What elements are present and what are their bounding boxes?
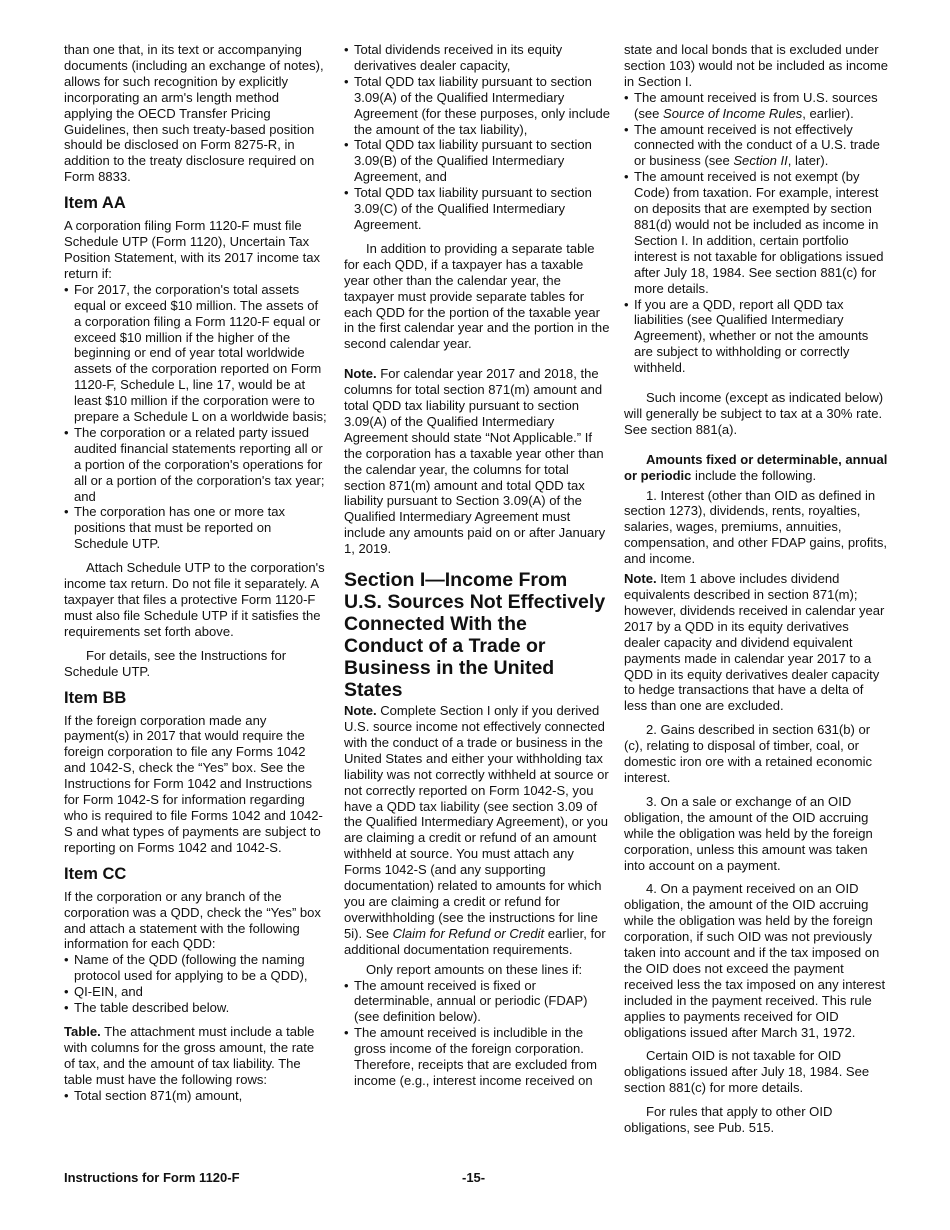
table-bullet-1: • Total section 871(m) amount, (64, 1088, 328, 1104)
item-2: 2. Gains described in section 631(b) or (c), relating to disposal of timber, coal, or domestic iron ore with a retained economic interest. (624, 722, 873, 785)
column-left (64, 42, 328, 1103)
item-aa-paragraph-3: For details, see the Instructions for Schedule UTP. (64, 647, 287, 679)
item-aa-intro: A corporation filing Form 1120-F must file Schedule UTP (Form 1120), Uncertain Tax Position Statement, with its 2017 income tax return if: (64, 218, 320, 281)
item-1-note (624, 571, 888, 714)
section-i-heading: Section I—Income From U.S. Sources Not Effectively Connected With the Conduct of a Trade or Business in the United States (344, 569, 606, 702)
continued-paragraph: than one that, in its text or accompanying documents (including an exchange of notes), allows for such recognition by explicitly incorporating an arm's length method applying the OECD Transfer Pricing Guidelines, then such treaty-based position should be disclosed on Form 8275-R, in addition to the treaty disclosure required on Form 8833. (64, 42, 324, 185)
condition-bullet-1: • The amount received is fixed or determinable, annual or periodic (FDAP) (see definition below). (344, 978, 610, 1026)
note3-label: Note. (624, 571, 657, 587)
table-bullet-4: • Total QDD tax liability pursuant to section 3.09(B) of the Qualified Intermediary Agreement, and (344, 137, 610, 185)
cb3-italic: Source of Income Rules (663, 105, 803, 121)
item-cc-heading: Item CC (64, 864, 127, 883)
item-bb-paragraph: If the foreign corporation made any payment(s) in 2017 that would require the foreign corporation to file any Forms 1042 and 1042-S, check the “Yes” box. See the Instructions for Form 1042 and Instructions for Form 1042-S for information regarding who is required to file Forms 1042 and 1042-S and what types of payments are subject to reporting on Forms 1042 and 1042-S. (64, 712, 323, 855)
condition-bullet-2: • The amount received is includible in the gross income of the foreign corporation. Therefore, receipts that are excluded from income (e.g., interest income received on (344, 1025, 610, 1089)
note-text: For calendar year 2017 and 2018, the columns for total section 871(m) amount and total QDD tax liability pursuant to section 3.09(A) of the Qualified Intermediary Agreement should state “Not Applicable.” If the corporation has a taxable year other than the calendar year, the columns for total section 871(m) amount and total QDD tax liability pursuant to Section 3.09(A) of the Qualified Intermediary Agreement must include any amounts paid on or after January 1, 2019. (344, 366, 606, 557)
item-cc-intro: If the corporation or any branch of the corporation was a QDD, check the “Yes” box and attach a statement with the following information for each QDD: (64, 888, 321, 952)
table-bullet-5: • Total QDD tax liability pursuant to section 3.09(C) of the Qualified Intermediary Agreement. (344, 185, 610, 233)
other-oid-paragraph: For rules that apply to other OID obligations, see Pub. 515. (624, 1104, 833, 1136)
note2-label: Note. (344, 703, 377, 719)
note2-text-a: Complete Section I only if you derived U.S. source income not effectively connected with the conduct of a trade or business in the United States and either your withholding tax liability was not correctly withheld at source or not correctly reported on Form 1042-S, you have a QDD tax liability (see section 3.09 of the Qualified Intermediary Agreement), or you are claiming a credit or refund of an amount withheld at source. You must attach any Forms 1042-S (and any supporting documentation) related to amounts for which you are claiming a credit or refund for overwithholding (see the instructions for line 5i). See (344, 703, 609, 941)
item-aa-bullet-1: • For 2017, the corporation's total assets equal or exceed $10 million. The assets of a corporation filing a Form 1120-F equal or exceed $10 million if the higher of the beginning or end of year total worldwide assets of the corporation reported on Form 1120-F, Schedule L, line 17, would be at least $10 million if the corporation were to prepare a Schedule L on a worldwide basis; (64, 282, 328, 425)
report-amounts-paragraph: Only report amounts on these lines if: (366, 961, 583, 977)
item-aa-paragraph-2: Attach Schedule UTP to the corporation's income tax return. Do not file it separately. A taxpayer that files a protective Form 1120-F must also file Schedule UTP if it satisfies the requirements set forth above. (64, 560, 325, 639)
cb3-a: The amount received is from U.S. sources (see (634, 89, 878, 121)
table-label: Table. (64, 1023, 101, 1039)
separate-table-paragraph: In addition to providing a separate table for each QDD, if a taxpayer has a taxable year other than the calendar year, the taxpayer must provide separate tables for each QDD for the portion of the taxable year in the first calendar year and the portion in the second calendar year. (344, 240, 610, 352)
item-3: 3. On a sale or exchange of an OID obligation, the amount of the OID accruing while the obligation was held by the foreign corporation, unless this amount was taken into account on a payment. (624, 793, 873, 873)
amounts-fixed-paragraph (624, 452, 888, 484)
continued-paragraph-right: state and local bonds that is excluded under section 103) would not be included as income in Section I. (624, 42, 889, 89)
amounts-label: Amounts fixed or determinable, annual or periodic (624, 451, 888, 483)
cb4-italic: Section II (733, 153, 788, 169)
item-aa-heading: Item AA (64, 194, 126, 213)
cb4-b: , later). (787, 153, 829, 169)
note2-text-b: earlier, for additional documentation requirements. (344, 925, 606, 957)
item-4: 4. On a payment received on an OID obligation, the amount of the OID accruing while the obligation was held by the foreign corporation, if such OID was not previously taken into account and if the tax imposed on the OID does not exceed the payment received less the tax imposed on any interest included in the payment received. This rule applies to payments received for OID obligations issued after March 31, 1972. (624, 881, 886, 1040)
tax-rate-paragraph: Such income (except as indicated below) will generally be subject to tax at a 30% rate. See section 881(a). (624, 390, 884, 437)
note3-text: Item 1 above includes dividend equivalents described in section 871(m); however, dividends received in calendar year 2017 by a QDD in its equity derivatives dealer capacity and dividend equivalent payments made in calendar year 2017 to a QDD in its equity derivatives dealer capacity to hedge transactions that have a delta of less than one are excluded. (624, 571, 885, 714)
calendar-note (344, 366, 610, 557)
column-right (624, 42, 888, 1144)
condition-bullet-4 (624, 122, 888, 170)
column-middle (344, 42, 610, 1089)
item-cc-bullet-3: • The table described below. (64, 1000, 328, 1016)
cb4-a: The amount received is not effectively connected with the conduct of a U.S. trade or business (see (634, 121, 880, 169)
footer-title: Instructions for Form 1120-F (64, 1170, 240, 1185)
condition-bullet-3 (624, 90, 888, 122)
item-aa-bullet-3: • The corporation has one or more tax positions that must be reported on Schedule UTP. (64, 504, 328, 552)
page-number: -15- (462, 1170, 486, 1185)
condition-bullet-5: • The amount received is not exempt (by Code) from taxation. For example, interest on deposits that are exempted by section 881(d) would not be included as income in Section I. In addition, certain portfolio interest is not taxable for obligations issued after July 18, 1984. See section 881(c) for more details. (624, 169, 888, 296)
item-aa-bullet-2: • The corporation or a related party issued audited financial statements reporting all or a portion of the corporation's operations for all or a portion of the corporation's tax year; and (64, 425, 328, 505)
note2-italic: Claim for Refund or Credit (392, 925, 545, 941)
table-bullet-3: • Total QDD tax liability pursuant to section 3.09(A) of the Qualified Intermediary Agreement (for these purposes, only include the amount of the tax liability), (344, 74, 610, 138)
item-bb-heading: Item BB (64, 688, 127, 707)
table-text: The attachment must include a table with columns for the gross amount, the rate of tax, and the amount of tax liability. The table must have the following rows: (64, 1023, 315, 1087)
amounts-text: include the following. (691, 467, 817, 483)
table-paragraph (64, 1024, 328, 1088)
item-1: 1. Interest (other than OID as defined in section 1273), dividends, rents, royalties, salaries, wages, premiums, annuities, compensation, and other FDAP gains, profits, and income. (624, 487, 888, 567)
item-cc-bullet-1: • Name of the QDD (following the naming protocol used for applying to be a QDD), (64, 952, 328, 984)
condition-bullet-6: • If you are a QDD, report all QDD tax liabilities (see Qualified Intermediary Agreement), whether or not the amounts are subject to withholding or correctly withheld. (624, 297, 888, 377)
cb3-b: , earlier). (802, 105, 854, 121)
note-label: Note. (344, 366, 377, 382)
table-bullet-2: • Total dividends received in its equity derivatives dealer capacity, (344, 42, 610, 74)
item-cc-bullet-2: • QI-EIN, and (64, 984, 328, 1000)
section-i-note (344, 703, 610, 958)
oid-paragraph: Certain OID is not taxable for OID obligations issued after July 18, 1984. See section 881(c) for more details. (624, 1048, 870, 1096)
